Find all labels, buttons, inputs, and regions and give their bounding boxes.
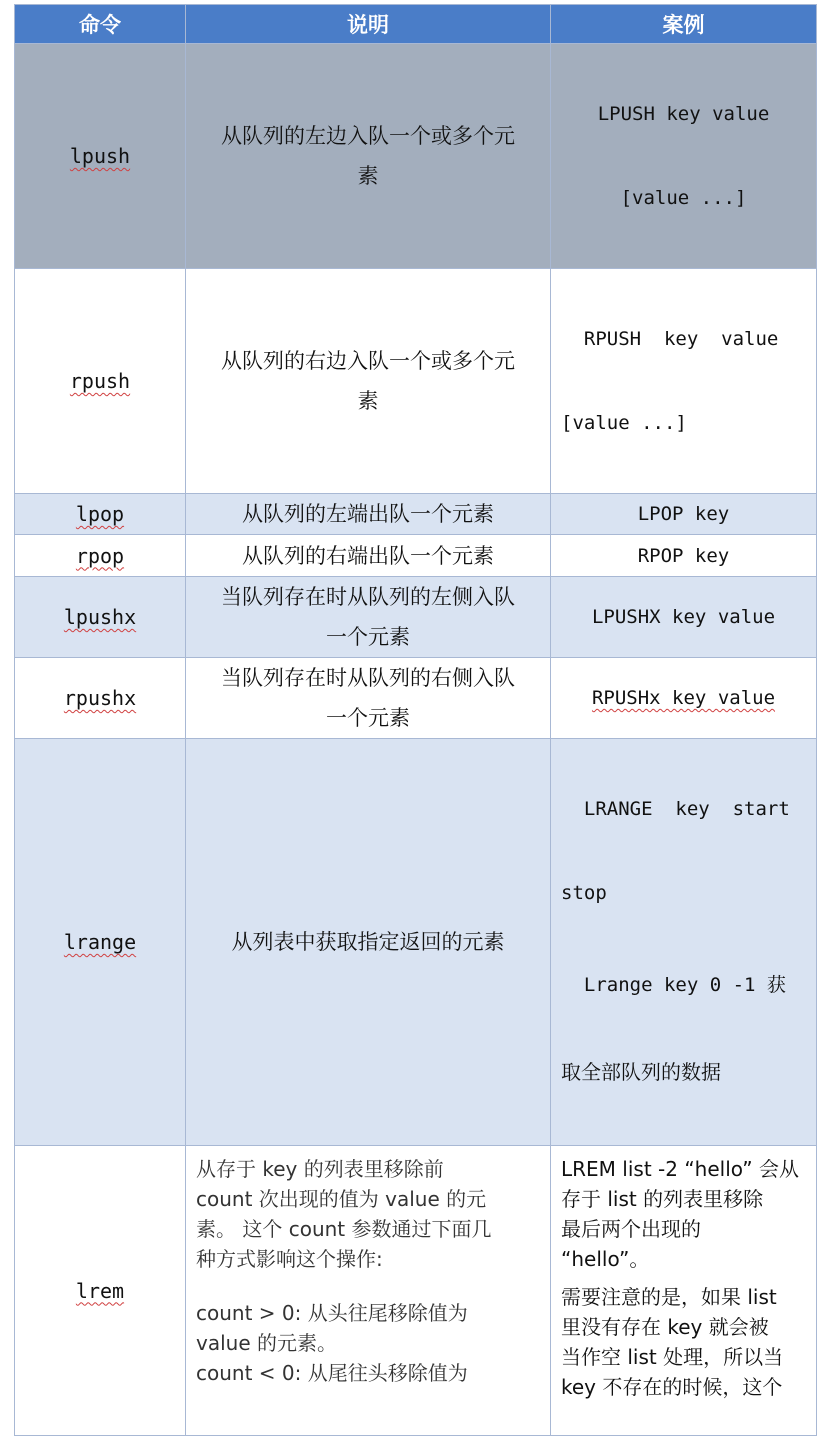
description-line: 当队列存在时从队列的右侧入队 [221,666,515,690]
example-line: stop [561,882,607,904]
command-cell [15,739,186,1146]
table-row-lpushx [15,577,817,658]
example-cell [551,269,817,494]
description-line: 从队列的左边入队一个或多个元 [221,124,515,148]
example-line: [value ...] [561,412,687,434]
description-line: 一个元素 [326,625,410,649]
header-command: 命令 [15,5,186,44]
example-cell: LPOP key [551,494,817,535]
description-cell [186,44,551,269]
example-line: 需要注意的是，如果 list [561,1285,777,1309]
table-row-rpop [15,535,817,577]
command-name: lpop [75,502,125,526]
description-line: 从队列的右边入队一个或多个元 [221,349,515,373]
command-name: lpush [69,144,131,168]
description-cell: 从列表中获取指定返回的元素 [186,739,551,1146]
example-line: Lrange key 0 -1 获 [561,974,786,996]
command-cell [15,494,186,535]
command-name: rpop [75,543,125,568]
command-name: lpushx [63,605,137,629]
example-cell: RPOP key [551,535,817,577]
description-line: 当队列存在时从队列的左侧入队 [221,585,515,609]
description-line: count 次出现的值为 value 的元 [196,1187,487,1211]
command-cell [15,577,186,658]
table-row-lpop [15,494,817,535]
example-line: LPUSH key value [597,103,770,125]
description-cell [186,577,551,658]
example-line: “hello”。 [561,1247,650,1271]
description-line: count < 0: 从尾往头移除值为 [196,1361,468,1385]
example-line: [value ...] [620,187,747,209]
header-example: 案例 [551,5,817,44]
paragraph-gap [196,1274,542,1298]
example-cell [551,658,817,739]
description-line: 素 [357,164,379,188]
command-cell [15,1146,186,1436]
example-text: RPUSHx key value [591,687,776,709]
description-line: value 的元素。 [196,1331,337,1355]
description-cell [186,658,551,739]
description-cell [186,1146,551,1436]
example-line: 当作空 list 处理，所以当 [561,1345,784,1369]
description-cell: 从队列的左端出队一个元素 [186,494,551,535]
description-cell [186,269,551,494]
command-name: lrange [63,930,137,954]
example-line: key 不存在的时候，这个 [561,1375,783,1399]
command-name: lrem [75,1278,125,1303]
example-line: LREM list -2 “hello” 会从 [561,1157,800,1181]
command-table-container [14,4,816,1399]
example-cell [551,739,817,1146]
example-line: 最后两个出现的 [561,1217,701,1241]
example-line: RPUSH key value [561,328,779,350]
redis-list-commands-table [14,4,817,1436]
example-line: 存于 list 的列表里移除 [561,1187,764,1211]
table-row-rpushx [15,658,817,739]
example-cell: LPUSHX key value [551,577,817,658]
command-name: rpush [69,369,131,393]
example-line: 里没有存在 key 就会被 [561,1315,769,1339]
example-cell [551,1146,817,1436]
description-line: 素。 这个 count 参数通过下面几 [196,1217,492,1241]
example-cell [551,44,817,269]
description-line: count > 0: 从头往尾移除值为 [196,1301,468,1325]
command-name: rpushx [63,686,137,710]
description-line: 素 [357,389,379,413]
header-description: 说明 [186,5,551,44]
command-cell [15,44,186,269]
example-paragraph [561,1282,808,1402]
command-cell [15,658,186,739]
example-line: 取全部队列的数据 [561,1060,721,1084]
table-row-lrange [15,739,817,1146]
description-line: 一个元素 [326,706,410,730]
table-row-rpush [15,269,817,494]
example-paragraph [561,1154,808,1274]
command-cell [15,535,186,577]
description-cell: 从队列的右端出队一个元素 [186,535,551,577]
table-row-lpush [15,44,817,269]
description-line: 从存于 key 的列表里移除前 [196,1157,444,1181]
description-line: 种方式影响这个操作: [196,1247,383,1271]
example-line: LRANGE key start [561,798,790,820]
table-row-lrem [15,1146,817,1436]
table-header-row [15,5,817,44]
command-cell [15,269,186,494]
